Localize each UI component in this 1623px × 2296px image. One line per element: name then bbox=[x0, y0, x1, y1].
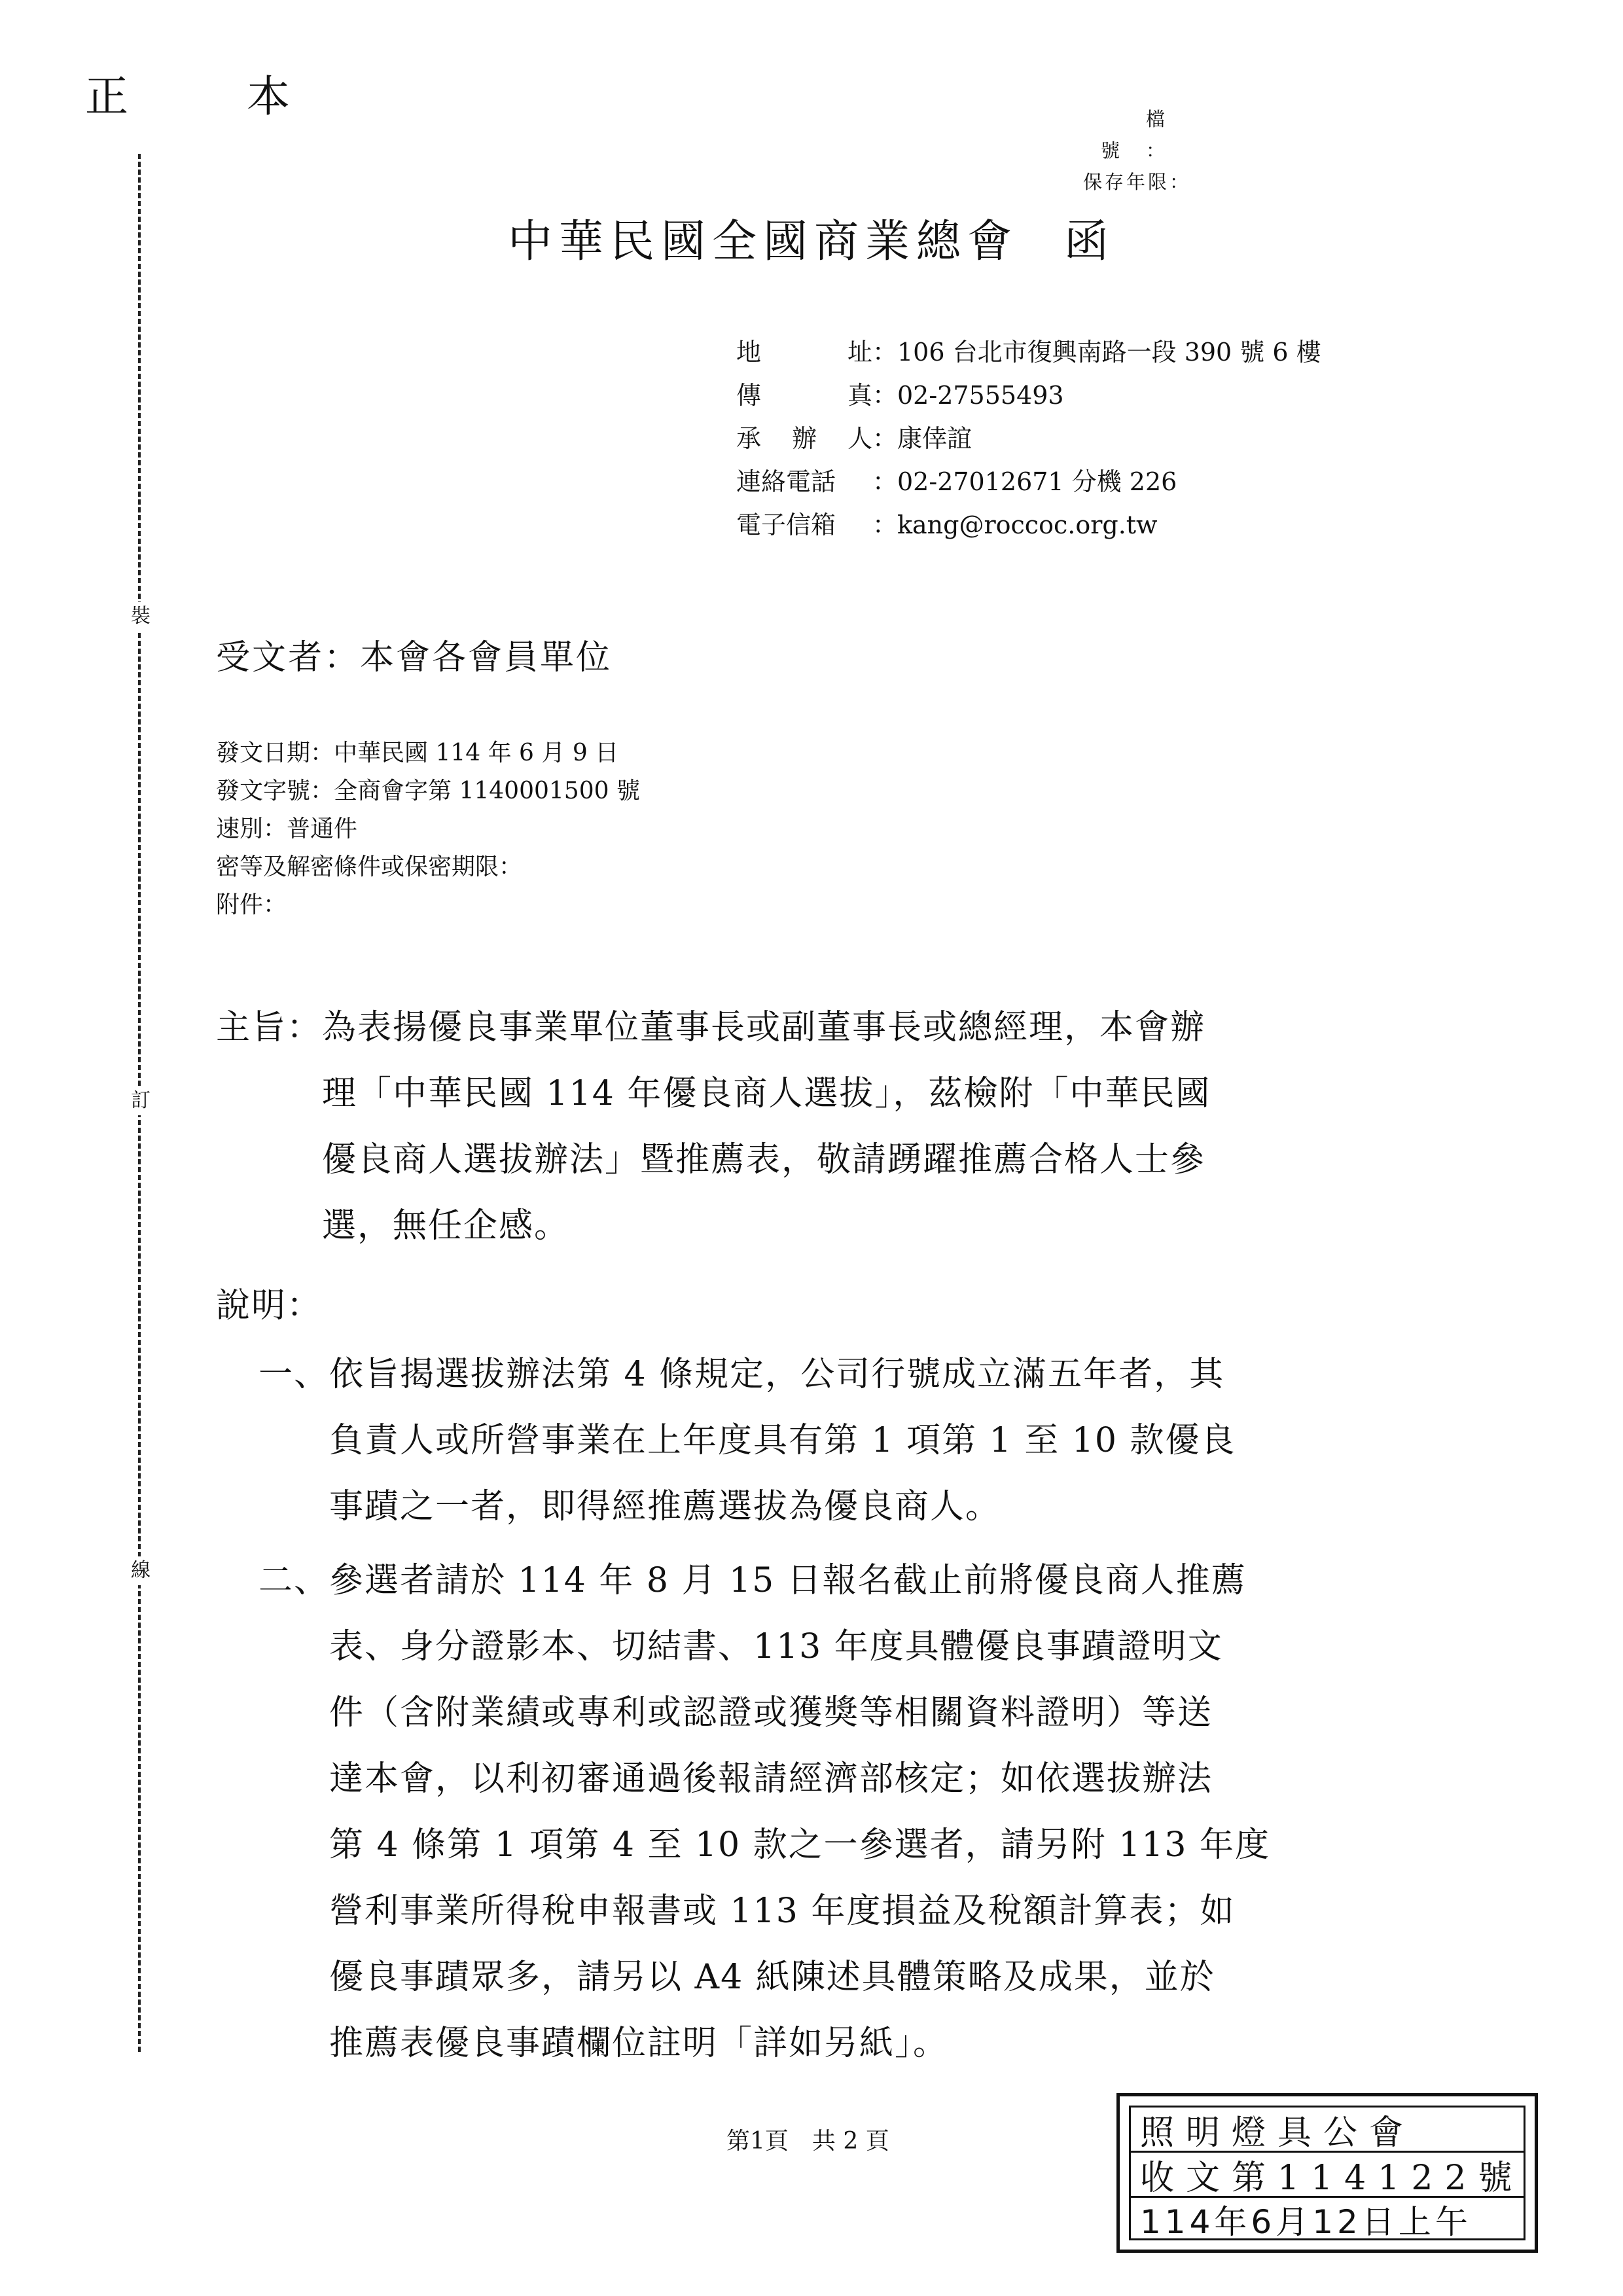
contact-phone bbox=[736, 460, 1321, 503]
meta-label: 發文日期： bbox=[216, 740, 334, 766]
retention-period-field bbox=[1077, 166, 1191, 198]
binding-mark-xian: 線 bbox=[129, 1556, 152, 1585]
file-number-field bbox=[1077, 103, 1191, 166]
meta-attachments bbox=[216, 886, 640, 924]
subject-section bbox=[216, 995, 1446, 1259]
item-line: 負責人或所營事業在上年度具有第 1 項第 1 至 10 款優良 bbox=[329, 1421, 1236, 1460]
item-line: 參選者請於 114 年 8 月 15 日報名截止前將優良商人推薦 bbox=[329, 1561, 1247, 1600]
meta-label: 發文字號： bbox=[216, 778, 334, 804]
contact-email-value: kang@roccoc.org.tw bbox=[897, 511, 1158, 539]
item-line: 件（含附業績或專利或認證或獲獎等相關資料證明）等送 bbox=[329, 1693, 1213, 1732]
item-line: 表、身分證影本、切結書、113 年度具體優良事蹟證明文 bbox=[329, 1627, 1223, 1666]
file-fields bbox=[1077, 103, 1191, 198]
subject-line: 優良商人選拔辦法」暨推薦表，敬請踴躍推薦合格人士參 bbox=[322, 1140, 1206, 1179]
issuing-organization: 中華民國全國商業總會 bbox=[507, 216, 1018, 268]
explanation-item-1 bbox=[259, 1342, 1236, 1540]
retention-period-label: 保存年限： bbox=[1082, 171, 1191, 193]
contact-handler-value: 康倖誼 bbox=[897, 424, 972, 453]
copy-mark: 正 本 bbox=[85, 71, 342, 122]
contact-label-char: 傳 bbox=[736, 381, 762, 410]
sender-contacts bbox=[736, 331, 1321, 547]
contact-phone-label: 連絡電話 bbox=[736, 467, 836, 496]
document-title bbox=[0, 206, 1623, 270]
explanation-item-2 bbox=[259, 1548, 1270, 2077]
contact-fax-value: 02-27555493 bbox=[897, 381, 1064, 410]
subject-line: 理「中華民國 114 年優良商人選拔」，茲檢附「中華民國 bbox=[322, 1074, 1211, 1113]
contact-handler bbox=[736, 417, 1321, 460]
explanation-head: 說明： bbox=[216, 1286, 323, 1325]
meta-value: 中華民國 114 年 6 月 9 日 bbox=[334, 740, 619, 766]
stamp-receipt-number: 收文第114122號 bbox=[1131, 2153, 1524, 2198]
contact-label-char: 地 bbox=[736, 338, 762, 367]
contact-label-char: 承 bbox=[736, 424, 762, 453]
document-meta bbox=[216, 734, 640, 924]
subject-line: 選，無任企感。 bbox=[322, 1206, 570, 1246]
meta-label: 附件： bbox=[216, 891, 287, 918]
colon: ： bbox=[872, 467, 898, 496]
meta-document-number bbox=[216, 772, 640, 810]
colon: ： bbox=[872, 338, 898, 367]
item-lines bbox=[329, 1342, 1236, 1540]
binding-mark-ding: 訂 bbox=[129, 1086, 152, 1115]
recipient: 受文者：本會各會員單位 bbox=[216, 638, 613, 677]
contact-fax bbox=[736, 374, 1321, 417]
meta-value: 全商會字第 1140001500 號 bbox=[334, 778, 640, 804]
colon: ： bbox=[872, 424, 898, 453]
colon: ： bbox=[872, 511, 898, 539]
contact-label-char: 真 bbox=[847, 381, 872, 410]
meta-label: 速別： bbox=[216, 816, 287, 842]
item-line: 依旨揭選拔辦法第 4 條規定，公司行號成立滿五年者，其 bbox=[329, 1355, 1225, 1394]
item-number: 一、 bbox=[259, 1355, 330, 1394]
item-line: 第 4 條第 1 項第 4 至 10 款之一參選者，請另附 113 年度 bbox=[329, 1825, 1270, 1865]
receipt-stamp bbox=[1116, 2093, 1538, 2253]
contact-phone-value: 02-27012671 分機 226 bbox=[897, 467, 1177, 496]
stamp-date: 114年6月12日上午 bbox=[1140, 2203, 1472, 2241]
meta-classification bbox=[216, 848, 640, 886]
contact-label-char: 辦 bbox=[791, 424, 817, 453]
subject-line: 為表揚優良事業單位董事長或副董事長或總經理，本會辦 bbox=[322, 1008, 1206, 1047]
receipt-stamp-inner bbox=[1129, 2106, 1525, 2240]
meta-issue-date bbox=[216, 734, 640, 772]
item-line: 推薦表優良事蹟欄位註明「詳如另紙」。 bbox=[329, 2024, 949, 2063]
page-total: 共 2 頁 bbox=[812, 2128, 889, 2155]
subject-head: 主旨： bbox=[216, 1008, 323, 1047]
item-line: 事蹟之一者，即得經推薦選拔為優良商人。 bbox=[329, 1487, 1001, 1526]
meta-label: 密等及解密條件或保密期限： bbox=[216, 853, 523, 880]
page-number: 第1頁 bbox=[726, 2128, 789, 2155]
contact-email-label: 電子信箱 bbox=[736, 511, 836, 539]
contact-label-char: 址 bbox=[847, 338, 872, 367]
file-number-label: 檔號： bbox=[1100, 108, 1191, 162]
meta-value: 普通件 bbox=[287, 816, 358, 842]
binding-mark-zhuang: 裝 bbox=[129, 602, 152, 631]
page-indicator bbox=[726, 2123, 889, 2156]
item-lines bbox=[329, 1548, 1270, 2077]
document-kind: 函 bbox=[1064, 216, 1116, 268]
meta-urgency bbox=[216, 810, 640, 848]
item-line: 營利事業所得稅申報書或 113 年度損益及稅額計算表；如 bbox=[329, 1892, 1236, 1931]
stamp-organization: 照明燈具公會 bbox=[1131, 2108, 1524, 2153]
item-line: 達本會，以利初審通過後報請經濟部核定；如依選拔辦法 bbox=[329, 1759, 1213, 1799]
colon: ： bbox=[872, 381, 898, 410]
item-number: 二、 bbox=[259, 1561, 330, 1600]
subject-lines bbox=[322, 995, 1446, 1259]
contact-address-value: 106 台北市復興南路一段 390 號 6 樓 bbox=[897, 338, 1321, 367]
contact-email bbox=[736, 503, 1321, 547]
item-line: 優良事蹟眾多，請另以 A4 紙陳述具體策略及成果，並於 bbox=[329, 1958, 1215, 1997]
contact-label-char: 人 bbox=[847, 424, 872, 453]
contact-address bbox=[736, 331, 1321, 374]
